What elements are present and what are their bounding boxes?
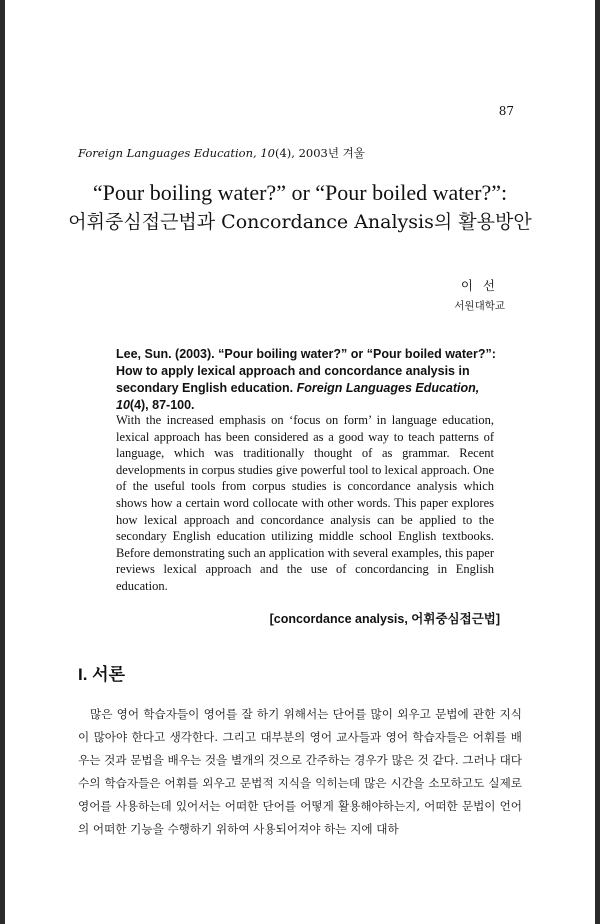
journal-volume: 10 [260,146,275,160]
journal-issue: (4), [274,146,295,160]
citation [116,346,496,414]
author-name: 이선 [460,278,505,293]
citation-volume: 10 [116,398,130,412]
citation-journal: Foreign Languages Education, [296,381,480,395]
citation-pages: (4), 87-100. [129,398,195,412]
page-number: 87 [498,104,514,118]
journal-header [78,145,365,161]
title-english: “Pour boiling water?” or “Pour boiled water?”: [92,180,508,205]
citation-text: Lee, Sun. (2003). “Pour boiling water?” or “Pour boiled water?”: How to apply lexical approach and concordance analysis in secondary English education. [116,347,496,395]
journal-name: Foreign Languages Education, [78,146,257,160]
title-korean: 어휘중심접근법과 Concordance Analysis의 활용방안 [68,211,532,233]
section-heading: I. 서론 [78,665,126,684]
abstract: With the increased emphasis on ‘focus on form’ in language education, lexical approach has been considered as a good way to teach patterns of language, which was traditionally thought of as grammar. Recent developments in corpus studies give powerful tool to lexical approach. One of the useful tools from corpus studies is concordance analysis which shows how a certain word collocate with other words. This paper explores how lexical approach and concordance analysis can be applied to the secondary English education utilizing middle school English textbooks. Before demonstrating such an application with several examples, this paper reviews lexical approach and the use of concordancing in English education. [116,413,494,593]
journal-year: 2003년 겨울 [298,146,365,160]
keywords: [concordance analysis, 어휘중심접근법] [269,612,500,626]
section-body: 많은 영어 학습자들이 영어를 잘 하기 위해서는 단어를 많이 외우고 문법에 관한 지식이 많아야 한다고 생각한다. 그리고 대부분의 영어 교사들과 영어 학습자들은 어휘를 배우는 것과 문법을 배우는 것을 별개의 것으로 간주하는 경우가 많은 것 같다. 그러나 대다수의 학습자들은 어휘를 외우고 문법적 지식을 익히는데 많은 시간을 소모하고도 실제로 영어를 사용하는데 있어서는 어떠한 단어를 어떻게 활용해야하는지, 어떠한 문법이 언어의 어떠한 기능을 수행하기 위하여 사용되어져야 하는 지에 대하 [78,707,522,836]
author-affiliation: 서원대학교 [454,300,505,312]
